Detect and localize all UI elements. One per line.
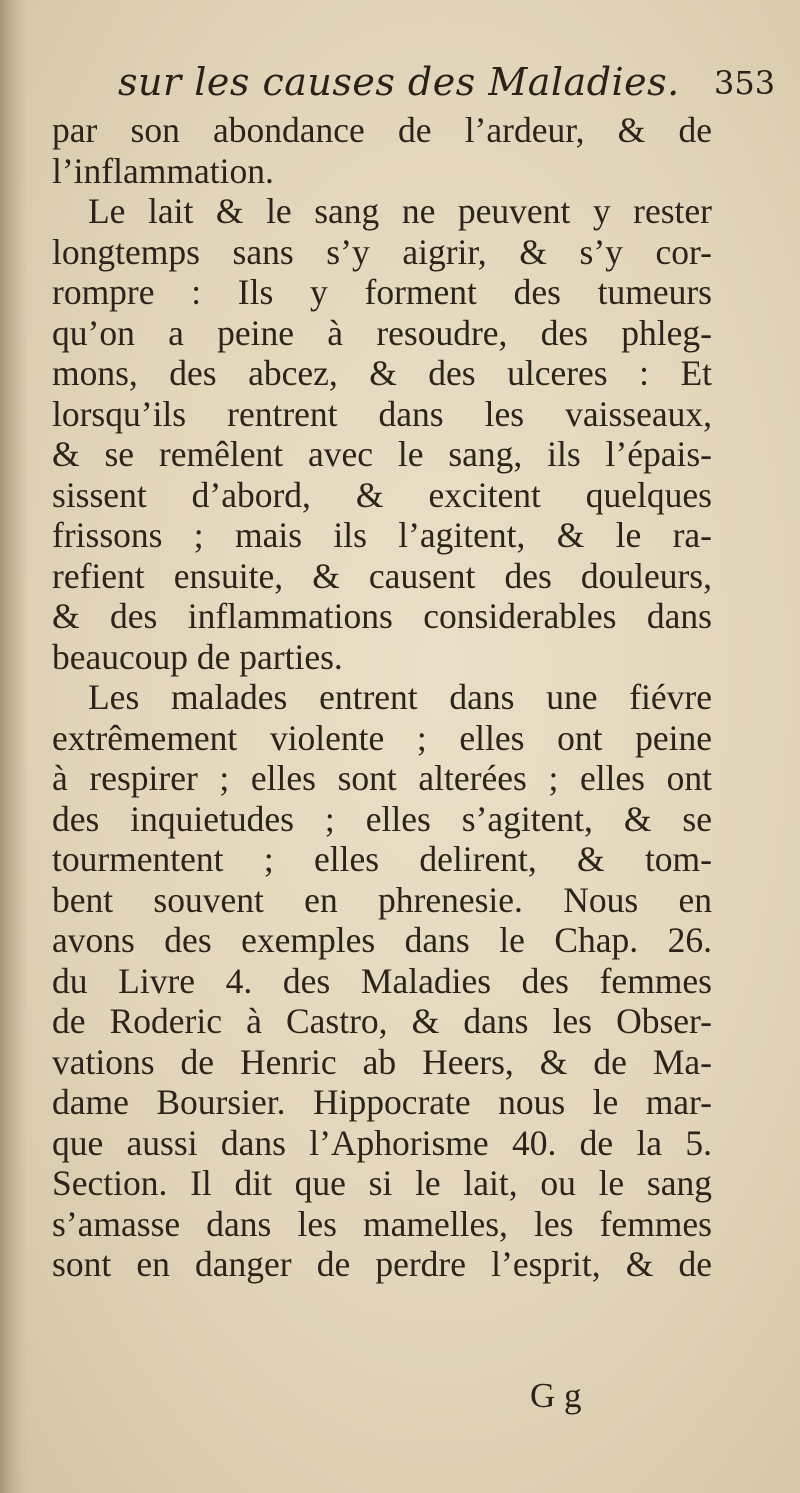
page-gutter-shadow [0, 0, 28, 1493]
text-line: des inquietudes ; elles s’agitent, & se [52, 798, 712, 839]
text-line: & se remêlent avec le sang, ils l’épais- [52, 434, 712, 474]
text-line: extrêmement violente ; elles ont peine [52, 717, 712, 758]
text-line: l’inflammation. [52, 150, 274, 191]
text-line: Le lait & le sang ne peuvent y rester [88, 191, 712, 231]
text-line: refient ensuite, & causent des douleurs, [52, 555, 712, 596]
catchword: G g [530, 1376, 582, 1415]
page-header [0, 60, 800, 110]
text-line: lorsqu’ils rentrent dans les vaisseaux, [52, 393, 712, 434]
text-line: bent souvent en phrenesie. Nous en [52, 879, 712, 920]
text-line: rompre : Ils y forment des tumeurs [52, 272, 712, 312]
running-head: sur les causes des Maladies. [118, 60, 680, 104]
text-line: dame Boursier. Hippocrate nous le mar- [52, 1082, 712, 1122]
body-text [52, 110, 712, 1370]
text-line: mons, des abcez, & des ulceres : Et [52, 353, 712, 393]
text-line: Les malades entrent dans une fiévre [88, 677, 712, 717]
text-line: tourmentent ; elles delirent, & tom- [52, 839, 712, 879]
text-line: sissent d’abord, & excitent quelques [52, 474, 712, 515]
text-line: & des inflammations considerables dans [52, 596, 712, 636]
text-line: par son abondance de l’ardeur, & de [52, 110, 712, 150]
text-line: frissons ; mais ils l’agitent, & le ra- [52, 515, 712, 555]
text-line: vations de Henric ab Heers, & de Ma- [52, 1041, 712, 1082]
text-line: qu’on a peine à resoudre, des phleg- [52, 312, 712, 353]
page-number: 353 [714, 64, 776, 102]
text-line: à respirer ; elles sont alterées ; elles ont [52, 758, 712, 798]
text-line: longtemps sans s’y aigrir, & s’y cor- [52, 231, 712, 272]
text-line: du Livre 4. des Maladies des femmes [52, 960, 712, 1001]
text-line: que aussi dans l’Aphorisme 40. de la 5. [52, 1122, 712, 1163]
text-line: beaucoup de parties. [52, 636, 343, 677]
text-line: avons des exemples dans le Chap. 26. [52, 920, 712, 960]
text-line: de Roderic à Castro, & dans les Obser- [52, 1001, 712, 1041]
text-line: s’amasse dans les mamelles, les femmes [52, 1203, 712, 1244]
text-line: Section. Il dit que si le lait, ou le sang [52, 1163, 712, 1203]
text-line: sont en danger de perdre l’esprit, & de [52, 1244, 712, 1284]
